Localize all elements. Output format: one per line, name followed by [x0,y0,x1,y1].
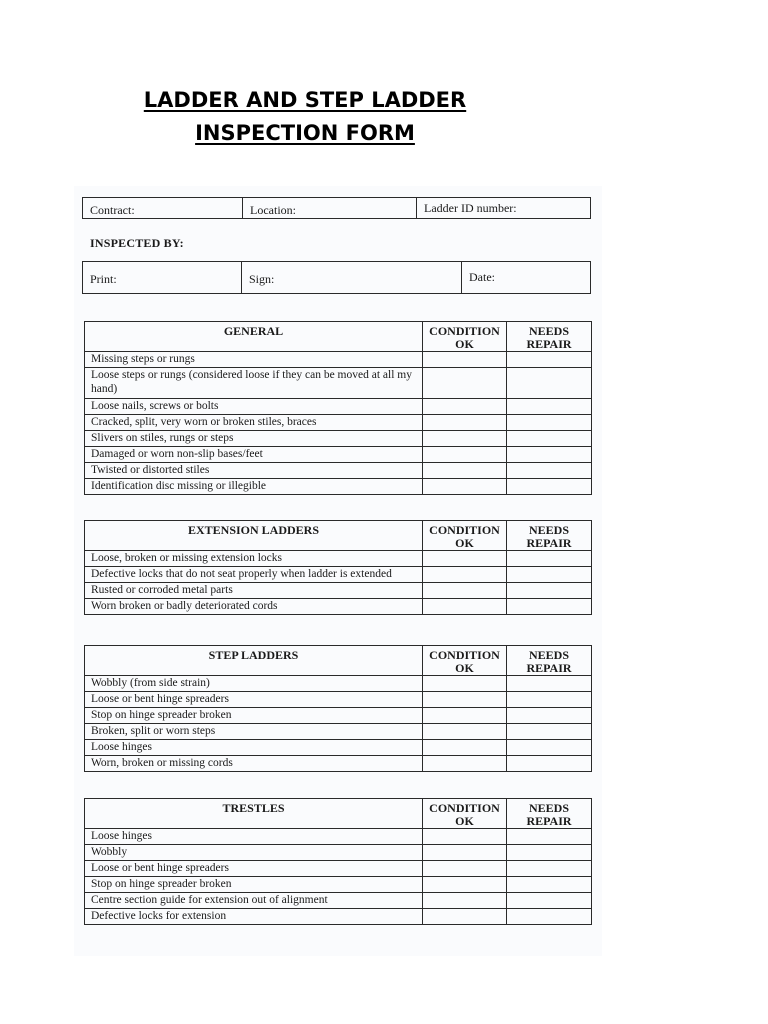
condition-ok-cell[interactable] [423,399,507,415]
needs-repair-header: NEEDS REPAIR [507,521,592,551]
needs-repair-cell[interactable] [507,583,592,599]
condition-ok-cell[interactable] [423,431,507,447]
table-row: Wobbly [85,845,592,861]
needs-repair-cell[interactable] [507,756,592,772]
table-row: Rusted or corroded metal parts [85,583,592,599]
section-heading: GENERAL [85,322,423,352]
needs-repair-cell[interactable] [507,740,592,756]
condition-ok-cell[interactable] [423,463,507,479]
table-row: Loose or bent hinge spreaders [85,692,592,708]
table-row: Identification disc missing or illegible [85,479,592,495]
table-row: Loose hinges [85,829,592,845]
condition-ok-header: CONDITION OK [423,521,507,551]
section-heading: TRESTLES [85,799,423,829]
table-row: Worn broken or badly deteriorated cords [85,599,592,615]
condition-ok-cell[interactable] [423,724,507,740]
table-row: Cracked, split, very worn or broken stiles, braces [85,415,592,431]
date-field[interactable]: Date: [469,270,495,284]
section-heading: STEP LADDERS [85,646,423,676]
step-ladders-section-table [84,645,592,772]
table-row: Loose hinges [85,740,592,756]
condition-ok-cell[interactable] [423,479,507,495]
section-heading: EXTENSION LADDERS [85,521,423,551]
table-row: Loose, broken or missing extension locks [85,551,592,567]
needs-repair-cell[interactable] [507,551,592,567]
needs-repair-cell[interactable] [507,447,592,463]
table-row: Centre section guide for extension out of alignment [85,893,592,909]
table-row: Wobbly (from side strain) [85,676,592,692]
needs-repair-header: NEEDS REPAIR [507,646,592,676]
condition-ok-cell[interactable] [423,756,507,772]
condition-ok-cell[interactable] [423,692,507,708]
condition-ok-cell[interactable] [423,829,507,845]
table-row: Loose steps or rungs (considered loose if they can be moved at all my hand) [85,368,592,399]
needs-repair-cell[interactable] [507,724,592,740]
inspector-sign-row [82,261,591,294]
needs-repair-cell[interactable] [507,399,592,415]
needs-repair-cell[interactable] [507,877,592,893]
condition-ok-cell[interactable] [423,877,507,893]
contract-info-row [82,197,591,219]
condition-ok-cell[interactable] [423,599,507,615]
needs-repair-cell[interactable] [507,909,592,925]
needs-repair-cell[interactable] [507,692,592,708]
location-field[interactable]: Location: [243,198,417,218]
needs-repair-cell[interactable] [507,708,592,724]
condition-ok-cell[interactable] [423,861,507,877]
condition-ok-cell[interactable] [423,551,507,567]
print-field[interactable]: Print: [83,262,242,293]
extension-ladders-section-table [84,520,592,615]
needs-repair-cell[interactable] [507,893,592,909]
table-row: Stop on hinge spreader broken [85,877,592,893]
condition-ok-cell[interactable] [423,583,507,599]
table-row: Loose or bent hinge spreaders [85,861,592,877]
table-row: Damaged or worn non-slip bases/feet [85,447,592,463]
condition-ok-cell[interactable] [423,740,507,756]
needs-repair-cell[interactable] [507,829,592,845]
condition-ok-cell[interactable] [423,909,507,925]
table-row: Defective locks for extension [85,909,592,925]
table-row: Worn, broken or missing cords [85,756,592,772]
form-title-line-2: INSPECTION FORM [195,121,415,145]
needs-repair-header: NEEDS REPAIR [507,322,592,352]
needs-repair-cell[interactable] [507,431,592,447]
needs-repair-cell[interactable] [507,676,592,692]
table-row: Broken, split or worn steps [85,724,592,740]
general-section-table [84,321,592,495]
table-row: Defective locks that do not seat properly when ladder is extended [85,567,592,583]
table-row: Slivers on stiles, rungs or steps [85,431,592,447]
condition-ok-header: CONDITION OK [423,799,507,829]
sign-field[interactable]: Sign: [242,262,462,293]
condition-ok-cell[interactable] [423,845,507,861]
needs-repair-cell[interactable] [507,861,592,877]
condition-ok-header: CONDITION OK [423,646,507,676]
needs-repair-cell[interactable] [507,415,592,431]
needs-repair-header: NEEDS REPAIR [507,799,592,829]
needs-repair-cell[interactable] [507,479,592,495]
condition-ok-cell[interactable] [423,676,507,692]
table-row: Missing steps or rungs [85,352,592,368]
table-row: Loose nails, screws or bolts [85,399,592,415]
table-row: Stop on hinge spreader broken [85,708,592,724]
needs-repair-cell[interactable] [507,599,592,615]
needs-repair-cell[interactable] [507,845,592,861]
needs-repair-cell[interactable] [507,463,592,479]
condition-ok-cell[interactable] [423,567,507,583]
inspected-by-label: INSPECTED BY: [90,236,184,250]
contract-field[interactable]: Contract: [83,198,243,218]
needs-repair-cell[interactable] [507,352,592,368]
condition-ok-header: CONDITION OK [423,322,507,352]
condition-ok-cell[interactable] [423,368,507,399]
needs-repair-cell[interactable] [507,567,592,583]
condition-ok-cell[interactable] [423,352,507,368]
condition-ok-cell[interactable] [423,893,507,909]
ladder-id-field[interactable]: Ladder ID number: [424,201,517,215]
condition-ok-cell[interactable] [423,415,507,431]
table-row: Twisted or distorted stiles [85,463,592,479]
trestles-section-table [84,798,592,925]
needs-repair-cell[interactable] [507,368,592,399]
condition-ok-cell[interactable] [423,708,507,724]
condition-ok-cell[interactable] [423,447,507,463]
form-title-line-1: LADDER AND STEP LADDER [143,88,467,112]
